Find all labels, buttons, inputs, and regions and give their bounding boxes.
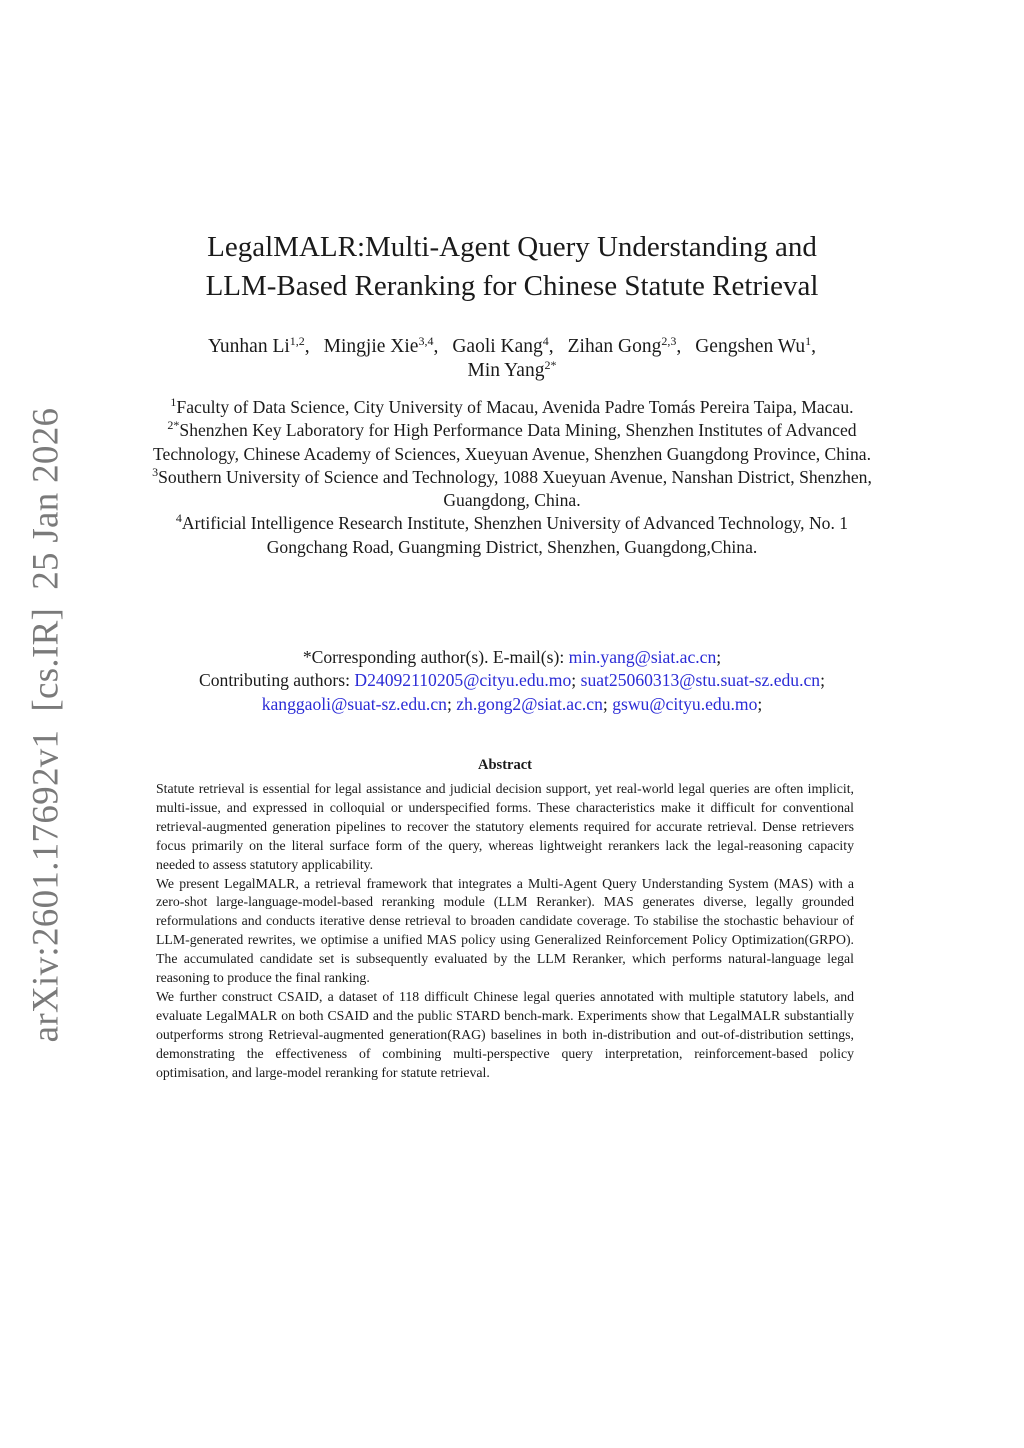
author: Zihan Gong$^{2,3}$,: [567, 334, 682, 357]
affiliation: $^1$Faculty of Data Science, City University of Macau, Avenida Padre Tomás Pereira Taipa, Macau.: [170, 395, 854, 417]
affiliation: $^{2*}$Shenzhen Key Laboratory for High Performance Data Mining, Shenzhen Institutes of Advanced Technology, Chinese Academy of Sciences, Xueyuan Avenue, Shenzhen Guangdong Province, China.: [153, 418, 871, 464]
email-link[interactable]: suat25060313@stu.suat-sz.edu.cn: [580, 670, 821, 691]
email-link[interactable]: min.yang@siat.ac.cn: [568, 647, 717, 667]
abstract-heading: Abstract: [478, 757, 532, 773]
contact-block: [136, 646, 888, 716]
author: Mingjie Xie$^{3,4}$,: [323, 334, 439, 357]
affiliation: $^4$Artificial Intelligence Research Institute, Shenzhen University of Advanced Technology, No. 1 Gongchang Road, Guangming District, Shenzhen, Guangdong,China.: [175, 511, 849, 557]
arxiv-id: arXiv:2601.17692v1: [25, 729, 67, 1043]
arxiv-identifier-stamp: [25, 408, 68, 1043]
email-link[interactable]: zh.gong2@siat.ac.cn: [456, 693, 603, 714]
abstract-paragraph: Statute retrieval is essential for legal assistance and judicial decision support, yet real-world legal queries are often implicit, multi-issue, and expressed in colloquial or underspecified forms. These characteristics make it difficult for conventional retrieval-augmented generation pipelines to recover the statutory elements required for accurate retrieval. Dense retrievers focus primarily on the literal surface form of the query, whereas lightweight rerankers lack the legal-reasoning capacity needed to assess statutory applicability.: [156, 781, 854, 872]
arxiv-category: [cs.IR]: [25, 607, 67, 712]
contributing-authors-line-2: kanggaoli@suat-sz.edu.cn; zh.gong2@siat.ac.cn; gswu@cityu.edu.mo;: [261, 693, 763, 714]
title-line-1: LegalMALR:Multi-Agent Query Understanding and: [207, 231, 817, 263]
author: Gengshen Wu$^1$,: [695, 334, 816, 357]
contributing-authors-line: Contributing authors: D24092110205@cityu.edu.mo; suat25060313@stu.suat-sz.edu.cn;: [198, 670, 825, 691]
corresponding-author-line: *Corresponding author(s). E-mail(s): min.yang@siat.ac.cn;: [302, 647, 722, 667]
affiliation-list: [136, 396, 888, 559]
paper-title: [140, 228, 884, 306]
author: Min Yang$^{2*}$: [467, 358, 557, 381]
title-line-2: LLM-Based Reranking for Chinese Statute Retrieval: [205, 270, 819, 302]
abstract-body: [156, 780, 854, 1083]
abstract-paragraph: We present LegalMALR, a retrieval framework that integrates a Multi-Agent Query Understanding System (MAS) with a zero-shot large-language-model-based reranking module (LLM Reranker). MAS generates diverse, legally grounded reformulations and conducts iterative dense retrieval to broaden candidate coverage. To stabilise the stochastic behaviour of LLM-generated rewrites, we optimise a unified MAS policy using Generalized Reinforcement Policy Optimization(GRPO). The accumulated candidate set is subsequently evaluated by the LLM Reranker, which performs natural-language legal reasoning to produce the final ranking.: [156, 875, 854, 986]
author-list: [140, 335, 884, 383]
affiliation: $^3$Southern University of Science and Technology, 1088 Xueyuan Avenue, Nanshan District, Shenzhen, Guangdong, China.: [152, 464, 872, 511]
author: Yunhan Li$^{1,2}$,: [208, 334, 310, 357]
email-link[interactable]: kanggaoli@suat-sz.edu.cn: [261, 693, 447, 714]
email-link[interactable]: D24092110205@cityu.edu.mo: [354, 670, 572, 691]
email-link[interactable]: gswu@cityu.edu.mo: [612, 693, 758, 714]
author: Gaoli Kang$^4$,: [452, 334, 554, 357]
abstract-paragraph: We further construct CSAID, a dataset of 118 difficult Chinese legal queries annotated with multiple statutory labels, and evaluate LegalMALR on both CSAID and the public STARD bench-mark. Experiments show that LegalMALR substantially outperforms strong Retrieval-augmented generation(RAG) baselines in both in-distribution and out-of-distribution settings, demonstrating the effectiveness of combining multi-perspective query interpretation, reinforcement-based policy optimisation, and large-model reranking for statute retrieval.: [156, 988, 854, 1080]
arxiv-date: 25 Jan 2026: [25, 407, 67, 590]
